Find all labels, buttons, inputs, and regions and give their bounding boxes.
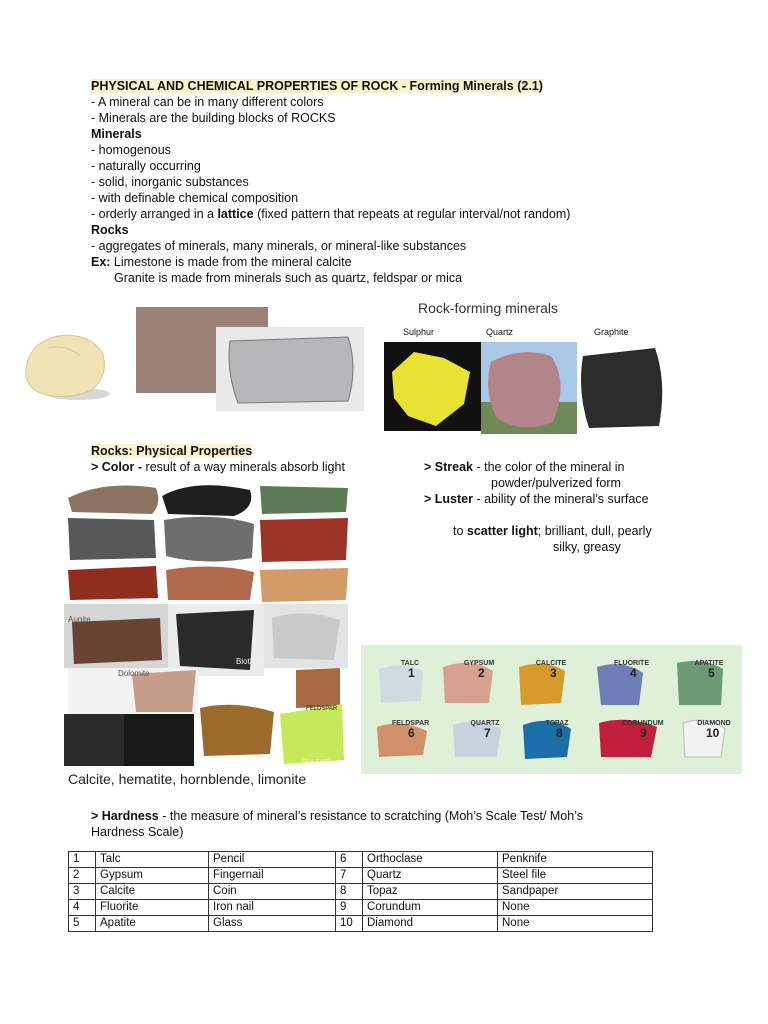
- rocks-example: [91, 254, 352, 270]
- table-row: [69, 852, 653, 868]
- title-sub: - Forming Minerals (2.1): [398, 79, 543, 93]
- table-cell: Penknife: [498, 852, 653, 868]
- label-feldspar: FELDSPAR: [306, 706, 338, 712]
- page-title: [91, 78, 543, 94]
- table-cell: Calcite: [96, 884, 209, 900]
- table-cell: 10: [336, 916, 363, 932]
- intro-line-1: - A mineral can be in many different colors: [91, 95, 324, 109]
- table-row: [69, 916, 653, 932]
- table-cell: Fluorite: [96, 900, 209, 916]
- streak-property: [424, 459, 624, 475]
- streak-text-2: powder/pulverized form: [491, 476, 621, 490]
- table-row: [69, 884, 653, 900]
- mohs-number: 5: [708, 666, 715, 680]
- hardness-label: > Hardness: [91, 809, 159, 823]
- label-biotite: Biotite: [236, 657, 259, 666]
- lattice-word: lattice: [217, 207, 254, 221]
- table-cell: None: [498, 900, 653, 916]
- luster-line-3: silky, greasy: [553, 540, 621, 554]
- mohs-number: 3: [550, 666, 557, 680]
- rock-forming-title: Rock-forming minerals: [418, 300, 559, 316]
- mineral-item: - naturally occurring: [91, 159, 201, 173]
- mohs-label: DIAMOND: [697, 720, 731, 727]
- table-row: [69, 900, 653, 916]
- color-label: > Color -: [91, 460, 146, 474]
- minerals-heading: Minerals: [91, 127, 142, 141]
- label-quartz: Quartz: [486, 327, 514, 337]
- table-cell: 5: [69, 916, 96, 932]
- mohs-label: CALCITE: [535, 660, 567, 667]
- label-sulfur: SULFUR: [302, 759, 331, 766]
- hardness-text: - the measure of mineral’s resistance to scratching (Moh’s Scale Test/ Moh’s: [158, 809, 584, 823]
- mohs-number: 8: [556, 726, 563, 740]
- mineral-grid: [64, 604, 354, 766]
- hardness-property: [91, 808, 583, 824]
- table-cell: 8: [336, 884, 363, 900]
- mineral-item: - homogenous: [91, 143, 171, 157]
- physical-heading-text: Rocks: Physical Properties: [91, 444, 253, 458]
- mohs-number: 2: [478, 666, 485, 680]
- rocks-item: - aggregates of minerals, many minerals, or mineral-like substances: [91, 239, 467, 253]
- mohs-number: 1: [408, 666, 415, 680]
- mohs-label: GYPSUM: [463, 660, 495, 667]
- label-dolomite: Dolomite: [118, 669, 150, 678]
- luster-property: [424, 491, 649, 507]
- table-cell: Talc: [96, 852, 209, 868]
- label-augite: Augite: [68, 615, 91, 624]
- table-cell: Coin: [209, 884, 336, 900]
- table-cell: None: [498, 916, 653, 932]
- table-cell: Topaz: [363, 884, 498, 900]
- label-graphite: Graphite: [594, 327, 629, 337]
- color-text: result of a way minerals absorb light: [145, 460, 345, 474]
- table-row: [69, 868, 653, 884]
- ex-label: Ex:: [91, 255, 111, 269]
- rocks-heading: Rocks: [91, 223, 129, 237]
- intro-line-2: - Minerals are the building blocks of ROCKS: [91, 111, 336, 125]
- mohs-label: FLUORITE: [614, 660, 649, 667]
- lattice-pre: - orderly arranged in a: [91, 207, 218, 221]
- lattice-post: (fixed pattern that repeats at regular interval/not random): [253, 207, 571, 221]
- luster-pre: to: [453, 524, 467, 538]
- table-cell: Fingernail: [209, 868, 336, 884]
- table-cell: 4: [69, 900, 96, 916]
- table-cell: Quartz: [363, 868, 498, 884]
- luster-line-2: [453, 523, 652, 539]
- mohs-number: 10: [706, 726, 720, 740]
- luster-label: > Luster: [424, 492, 473, 506]
- color-property: [91, 459, 345, 475]
- mohs-label: APATITE: [694, 660, 724, 667]
- table-cell: Corundum: [363, 900, 498, 916]
- luster-post: ; brilliant, dull, pearly: [537, 524, 652, 538]
- mohs-label: QUARTZ: [470, 720, 500, 727]
- limestone-image: [18, 328, 110, 403]
- luster-bold: scatter light: [466, 524, 538, 538]
- table-cell: 1: [69, 852, 96, 868]
- table-cell: 3: [69, 884, 96, 900]
- streak-text: - the color of the mineral in: [473, 460, 625, 474]
- table-cell: 6: [336, 852, 363, 868]
- table-cell: Pencil: [209, 852, 336, 868]
- table-cell: Glass: [209, 916, 336, 932]
- table-cell: 7: [336, 868, 363, 884]
- mohs-number: 6: [408, 726, 415, 740]
- label-sulphur: Sulphur: [403, 327, 435, 337]
- title-main: PHYSICAL AND CHEMICAL PROPERTIES OF ROCK: [91, 79, 399, 93]
- streak-label: > Streak: [424, 460, 473, 474]
- granite-image-2: [216, 327, 364, 411]
- mohs-label: TALC: [400, 660, 420, 667]
- mohs-label: TOPAZ: [545, 720, 569, 727]
- mohs-number: 4: [630, 666, 637, 680]
- table-cell: Gypsum: [96, 868, 209, 884]
- grid-caption: Calcite, hematite, hornblende, limonite: [68, 771, 307, 787]
- graphite-image: [577, 342, 669, 432]
- hardness-text-2: Hardness Scale): [91, 825, 184, 839]
- mohs-label: FELDSPAR: [392, 720, 430, 727]
- luster-text: - ability of the mineral’s surface: [472, 492, 649, 506]
- hardness-table: [68, 851, 653, 932]
- table-cell: Sandpaper: [498, 884, 653, 900]
- rocks-example-2: Granite is made from minerals such as quartz, feldspar or mica: [114, 271, 463, 285]
- table-cell: Apatite: [96, 916, 209, 932]
- table-cell: Orthoclase: [363, 852, 498, 868]
- mineral-item: - with definable chemical composition: [91, 191, 299, 205]
- ex-text: Limestone is made from the mineral calcite: [110, 255, 352, 269]
- rock-color-grid: [64, 478, 354, 604]
- table-cell: Iron nail: [209, 900, 336, 916]
- mineral-item: - solid, inorganic substances: [91, 175, 249, 189]
- table-cell: 9: [336, 900, 363, 916]
- mineral-item-lattice: [91, 206, 570, 222]
- table-cell: Diamond: [363, 916, 498, 932]
- mohs-number: 9: [640, 726, 647, 740]
- table-cell: 2: [69, 868, 96, 884]
- mohs-label: CORUNDUM: [622, 720, 664, 727]
- table-cell: Steel file: [498, 868, 653, 884]
- quartz-image: [481, 342, 577, 434]
- physical-heading: [91, 443, 252, 459]
- sulphur-image: [384, 342, 481, 431]
- mohs-number: 7: [484, 726, 491, 740]
